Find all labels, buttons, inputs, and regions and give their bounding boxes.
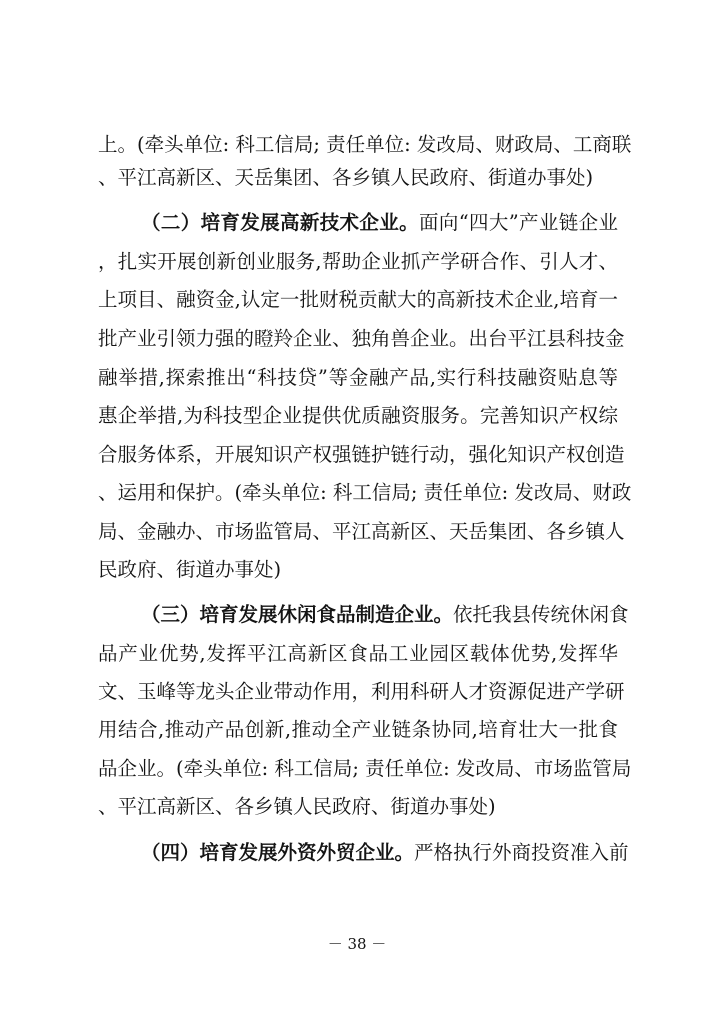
text-line: [98, 401, 618, 431]
line-text: 严格执行外商投资准入前: [414, 841, 629, 864]
section-heading: （三）培育发展休闲食品制造企业。: [141, 603, 454, 626]
text-line: [98, 517, 625, 547]
section-heading: （四）培育发展外资外贸企业。: [141, 841, 415, 864]
line-text: 合服务体系，开展知识产权强链护链行动，强化知识产权创造: [98, 443, 625, 466]
line-text: ，扎实开展创新创业服务,帮助企业抓产学研合作、引人才、: [98, 250, 618, 273]
line-text: 民政府、街道办事处): [98, 558, 282, 581]
text-line: [98, 792, 618, 822]
line-text: 品产业优势,发挥平江高新区食品工业园区载体优势,发挥华: [98, 642, 618, 665]
line-text: 品企业。(牵头单位: 科工信局; 责任单位: 发改局、市场监管局: [98, 757, 632, 780]
text-line: [98, 639, 618, 669]
text-line: [98, 440, 625, 470]
line-text: 依托我县传统休闲食: [453, 603, 629, 626]
text-line: [98, 478, 632, 508]
line-text: 、运用和保护。(牵头单位: 科工信局; 责任单位: 发改局、财政: [98, 481, 632, 504]
line-text: 局、金融办、市场监管局、平江高新区、天岳集团、各乡镇人: [98, 520, 625, 543]
line-text: 文、玉峰等龙头企业带动作用，利用科研人才资源促进产学研: [98, 680, 625, 703]
section-heading: （二）培育发展高新技术企业。: [141, 211, 419, 234]
text-line: [98, 324, 625, 354]
line-text: 融举措,探索推出“科技贷”等金融产品,实行科技融资贴息等: [98, 366, 618, 389]
section-heading-line: [141, 208, 618, 238]
line-text: 上项目、融资金,认定一批财税贡献大的高新技术企业,培育一: [98, 288, 618, 311]
line-text: 上。(牵头单位: 科工信局; 责任单位: 发改局、财政局、工商联: [98, 133, 632, 156]
line-text: 、平江高新区、天岳集团、各乡镇人民政府、街道办事处): [98, 166, 594, 189]
section-heading-line: [141, 600, 629, 630]
text-line: [98, 555, 618, 585]
section-heading-line: [141, 838, 629, 868]
text-line: [98, 677, 625, 707]
text-line: [98, 754, 632, 784]
line-text: 惠企举措,为科技型企业提供优质融资服务。完善知识产权综: [98, 404, 618, 427]
line-text: 批产业引领力强的瞪羚企业、独角兽企业。出台平江县科技金: [98, 327, 625, 350]
line-text: 、平江高新区、各乡镇人民政府、街道办事处): [98, 795, 496, 818]
text-line: [98, 247, 618, 277]
text-line: [98, 715, 618, 745]
line-text: 用结合,推动产品创新,推动全产业链条协同,培育壮大一批食: [98, 718, 618, 741]
text-line: [98, 163, 618, 193]
text-line: [98, 363, 618, 393]
page-number: － 38 －: [327, 935, 387, 953]
text-line: [98, 285, 618, 315]
text-line: [98, 130, 632, 160]
line-text: 面向“四大”产业链企业: [418, 211, 618, 234]
